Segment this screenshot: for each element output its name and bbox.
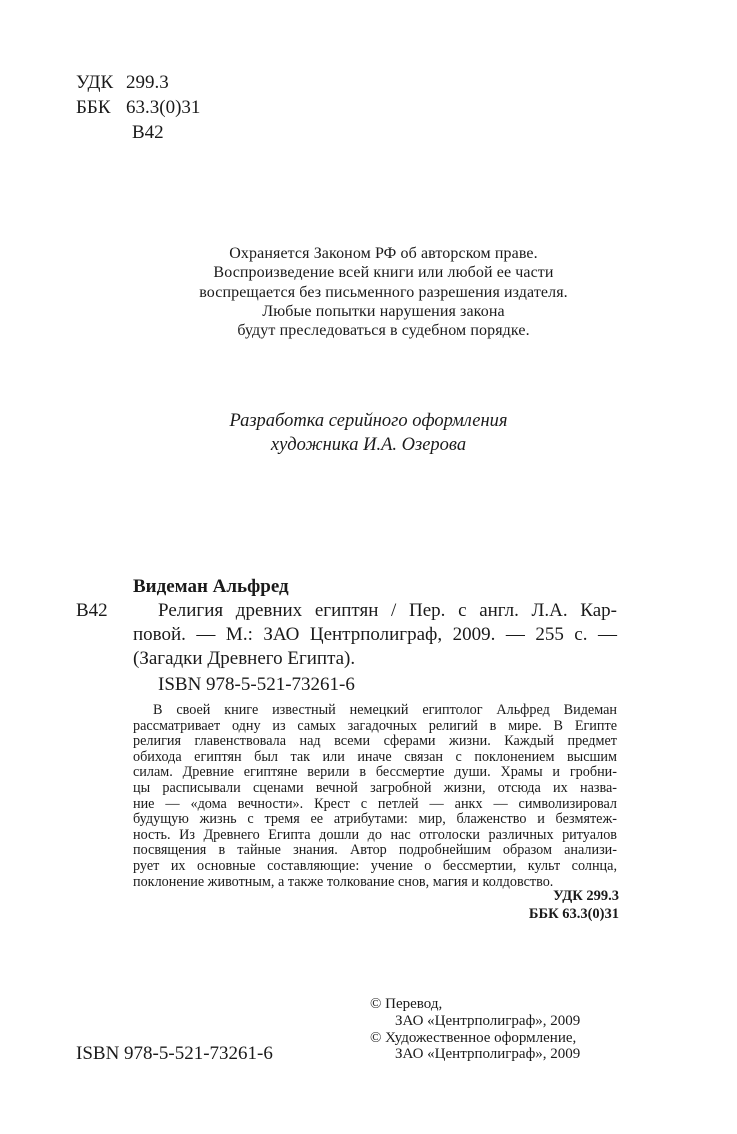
author-mark: В42 <box>132 122 164 143</box>
annotation-line: рует их основные составляющие: учение о бессмертии, культ солнца, <box>133 857 617 874</box>
isbn-main: ISBN 978-5-521-73261-6 <box>158 674 355 695</box>
annotation-line: В своей книге известный немецкий египтолог Альфред Видеман <box>153 702 617 718</box>
copyright-line-4: ЗАО «Центрполиграф», 2009 <box>395 1046 581 1063</box>
notice-line: будут преследоваться в судебном порядке. <box>237 322 530 340</box>
notice-line: Воспроизведение всей книги или любой ее части <box>213 264 554 282</box>
notice-line: воспрещается без письменного разрешения издателя. <box>199 283 568 301</box>
copyright-line-2: ЗАО «Центрполиграф», 2009 <box>395 1012 581 1029</box>
isbn-bottom: ISBN 978-5-521-73261-6 <box>76 1043 273 1064</box>
bib-line-3: (Загадки Древнего Египта). <box>133 648 356 669</box>
book-annotation <box>133 703 617 890</box>
udk-label: УДК <box>76 72 114 93</box>
bibliographic-code: В42 <box>76 600 108 621</box>
bbk-value: 63.3(0)31 <box>126 97 201 118</box>
annotation-line: силам. Древние египтяне верили в бессмертие души. Храмы и гробни- <box>133 764 617 781</box>
copyright-notice <box>0 244 737 340</box>
copyright-line-1: © Перевод, <box>370 996 443 1012</box>
credit-line-2: художника И.А. Озерова <box>270 435 467 455</box>
annotation-line: религия главенствовала над всеми сферами жизни. Каждый предмет <box>133 733 617 750</box>
bib-line-1: Религия древних египтян / Пер. с англ. Л.А. Кар- <box>158 600 617 621</box>
annotation-line: ние — «дома вечности». Крест с петлей — анкх — символизировал <box>133 795 617 812</box>
annotation-line: ность. Из Древнего Египта дошли до нас отголоски различных ритуалов <box>133 826 617 843</box>
annotation-line: поклонение животным, а также толкование снов, магия и колдовство. <box>133 873 554 890</box>
udk-bottom: УДК 299.3 <box>553 888 619 904</box>
classification-block <box>76 70 200 145</box>
series-design-credit <box>0 409 737 457</box>
bib-line-2: повой. — М.: ЗАО Центрполиграф, 2009. — 255 с. — <box>133 624 617 645</box>
annotation-line: рассматривает одну из самых загадочных религий в мире. В Египте <box>133 717 617 734</box>
annotation-line: будущую жизнь с тремя ее атрибутами: мир, блаженство и безмятеж- <box>133 811 617 828</box>
annotation-line: обихода египтян был так или иначе связан с поклонением высшим <box>133 748 617 765</box>
classification-bottom <box>529 887 619 923</box>
book-author: Видеман Альфред <box>133 576 289 597</box>
credit-line-1: Разработка серийного оформления <box>229 411 508 431</box>
annotation-line: посвящения в тайные знания. Автор подробнейшим образом анализи- <box>133 842 617 859</box>
bbk-line <box>76 95 200 120</box>
notice-line: Любые попытки нарушения закона <box>262 302 505 320</box>
bbk-bottom: ББК 63.3(0)31 <box>528 906 619 922</box>
bbk-label: ББК <box>76 97 111 118</box>
udk-line <box>76 70 200 95</box>
copyright-holders <box>370 996 580 1063</box>
annotation-line: цы расписывали сценами вечной загробной жизни, отсюда их назва- <box>133 779 617 796</box>
notice-line: Охраняется Законом РФ об авторском праве. <box>229 245 538 262</box>
bibliographic-description <box>133 599 617 671</box>
udk-value: 299.3 <box>126 72 169 93</box>
copyright-line-3: © Художественное оформление, <box>370 1029 577 1046</box>
